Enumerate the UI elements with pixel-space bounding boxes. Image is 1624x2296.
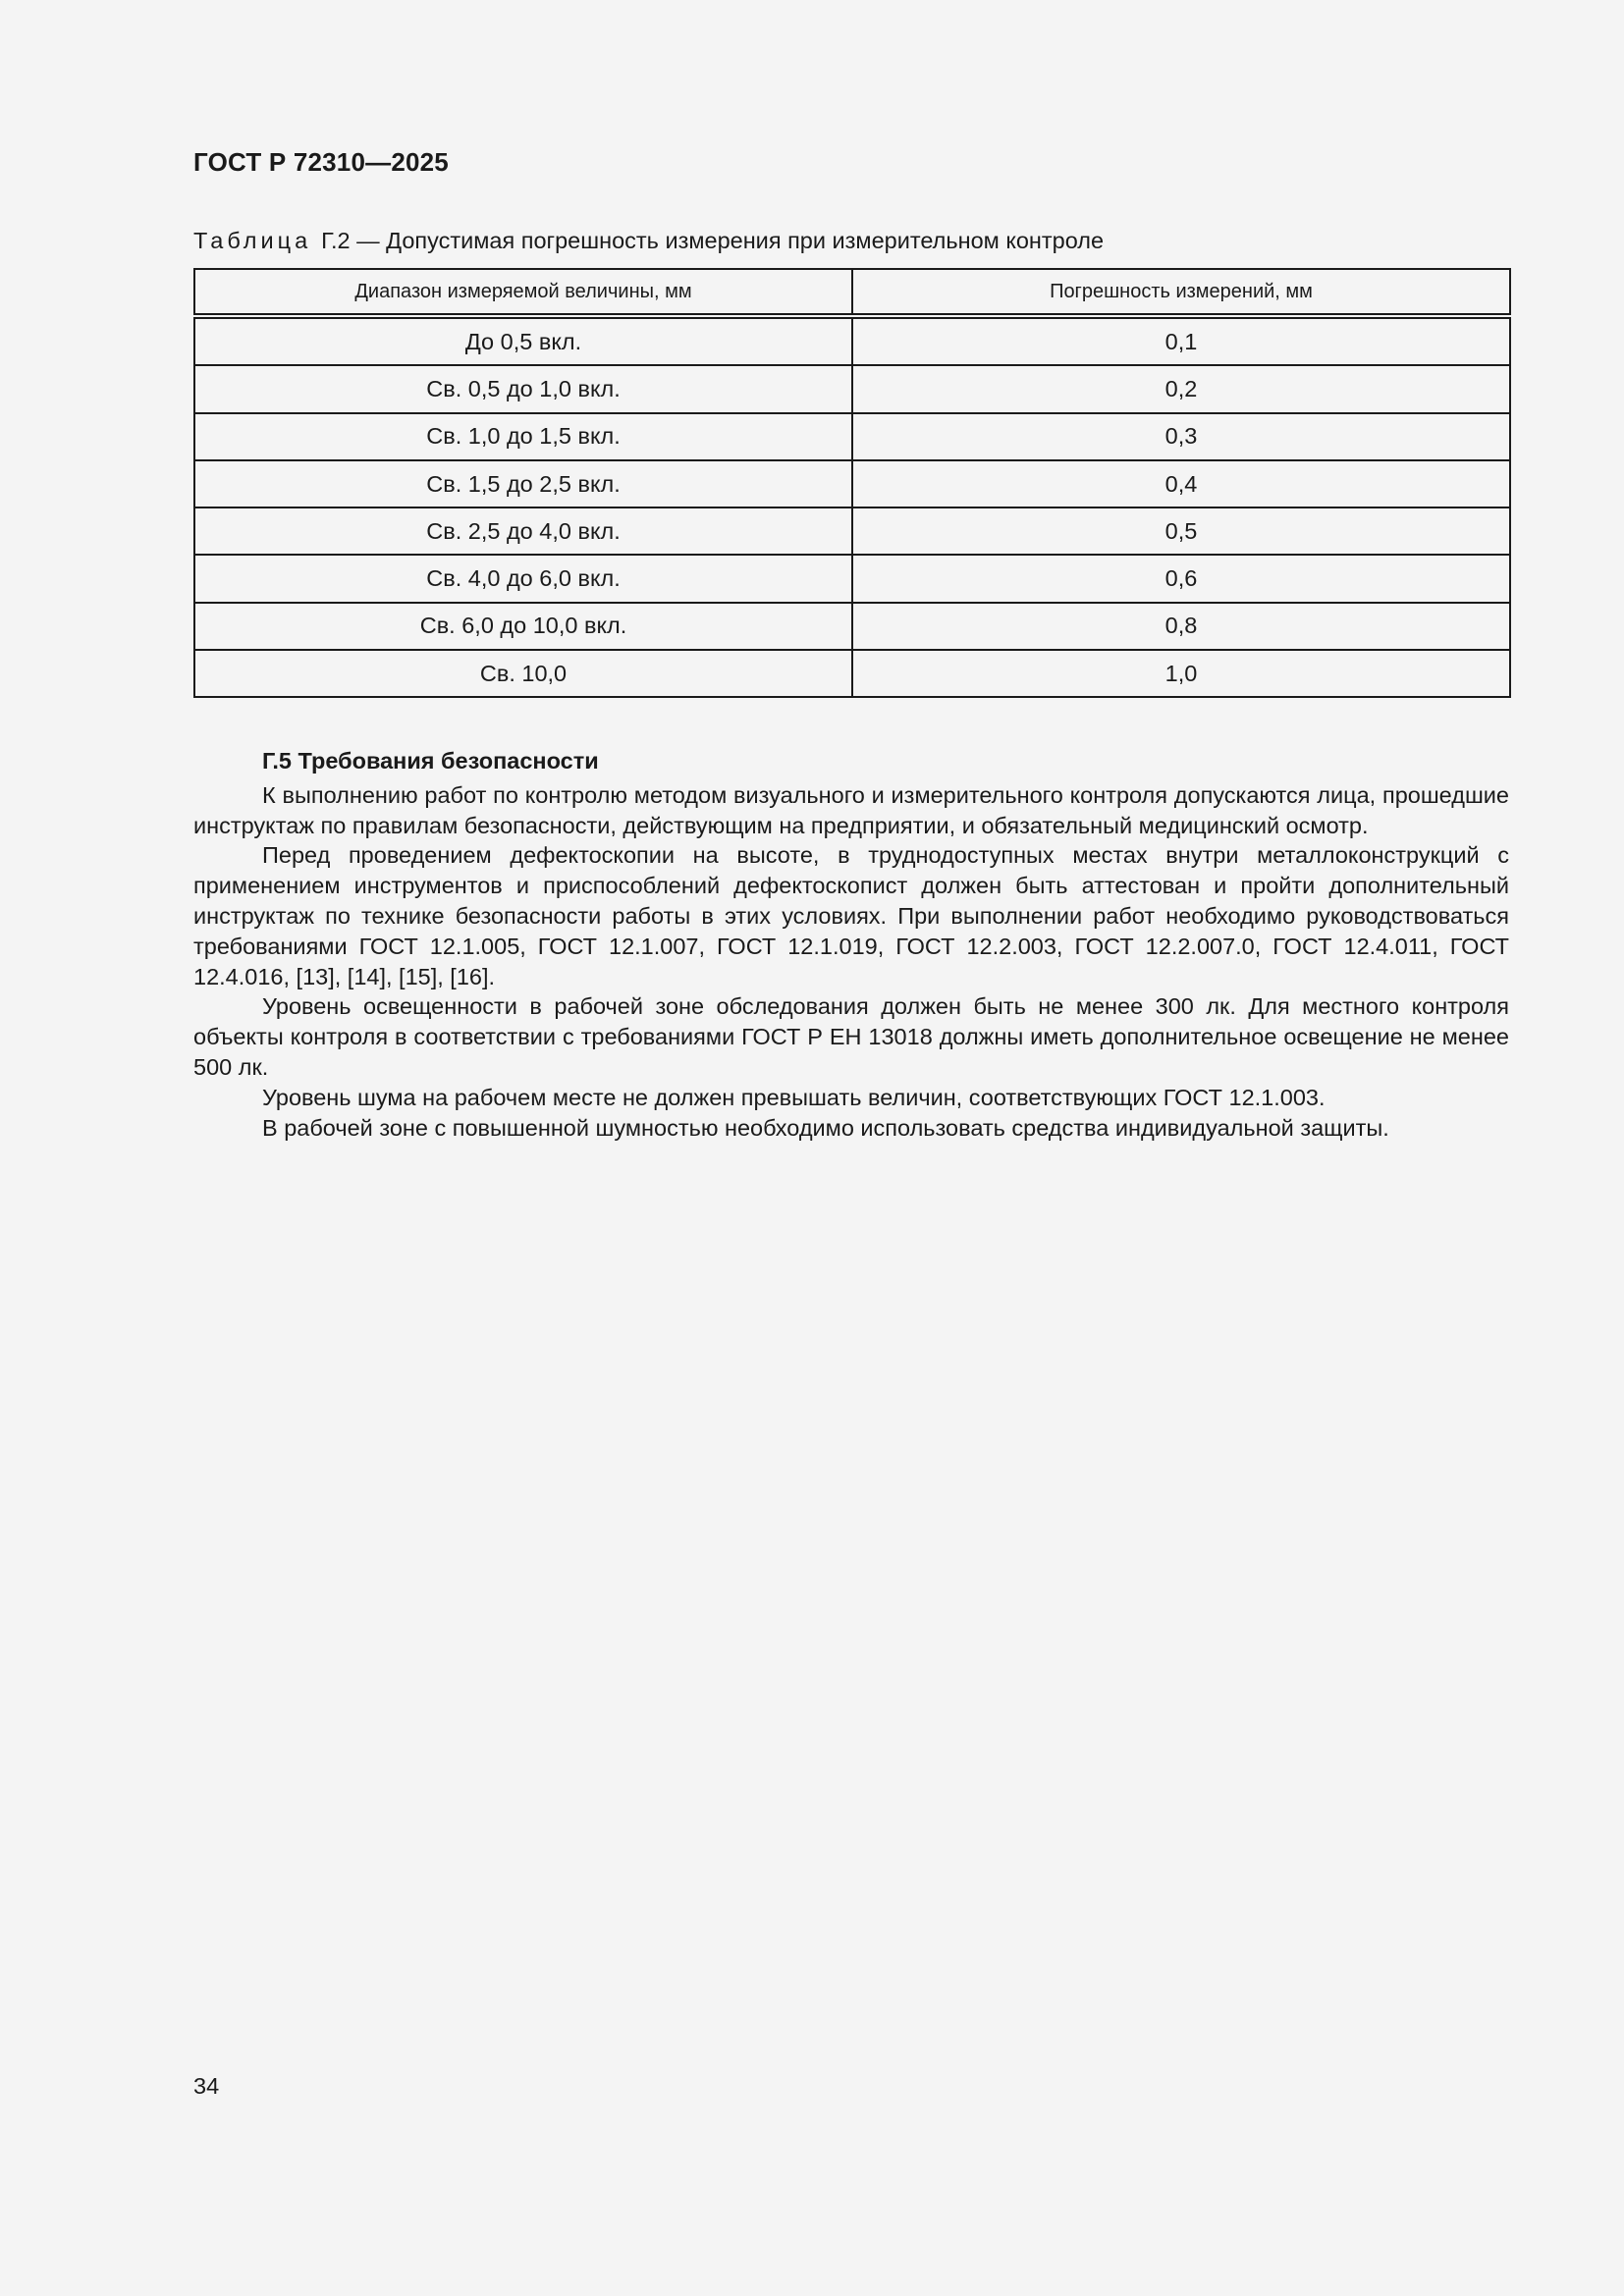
table-row bbox=[194, 555, 1510, 602]
paragraph-lighting: Уровень освещенности в рабочей зоне обследования должен быть не менее 300 лк. Для местного контроля объекты контроля в соответствии с требованиями ГОСТ Р ЕН 13018 должны иметь дополнительное освещение не менее 500 лк. bbox=[193, 993, 1509, 1080]
table-row bbox=[194, 507, 1510, 555]
range-cell: Св. 1,5 до 2,5 вкл. bbox=[194, 460, 852, 507]
paragraph-protection: В рабочей зоне с повышенной шумностью необходимо использовать средства индивидуальной защиты. bbox=[262, 1114, 1389, 1141]
table-row bbox=[194, 365, 1510, 412]
error-cell: 0,2 bbox=[852, 365, 1510, 412]
table-row bbox=[194, 460, 1510, 507]
safety-requirements-section bbox=[193, 746, 1509, 1143]
table-row bbox=[194, 316, 1510, 365]
error-cell: 0,8 bbox=[852, 603, 1510, 650]
range-cell: Св. 10,0 bbox=[194, 650, 852, 697]
document-id: ГОСТ Р 72310—2025 bbox=[193, 147, 449, 177]
error-cell: 0,5 bbox=[852, 507, 1510, 555]
table-header-row bbox=[194, 269, 1510, 316]
paragraph-admission: К выполнению работ по контролю методом визуального и измерительного контроля допускаются лица, прошедшие инструктаж по правилам безопасности, действующим на предприятии, и обязательный медицинский осмотр. bbox=[193, 781, 1509, 838]
range-cell: До 0,5 вкл. bbox=[194, 316, 852, 365]
table-caption bbox=[193, 228, 1104, 254]
range-cell: Св. 1,0 до 1,5 вкл. bbox=[194, 413, 852, 460]
range-cell: Св. 4,0 до 6,0 вкл. bbox=[194, 555, 852, 602]
error-cell: 0,3 bbox=[852, 413, 1510, 460]
table-row bbox=[194, 413, 1510, 460]
page-number: 34 bbox=[193, 2073, 220, 2099]
range-cell: Св. 2,5 до 4,0 вкл. bbox=[194, 507, 852, 555]
error-cell: 0,4 bbox=[852, 460, 1510, 507]
range-cell: Св. 6,0 до 10,0 вкл. bbox=[194, 603, 852, 650]
column-header-range: Диапазон измеряемой величины, мм bbox=[194, 269, 852, 316]
error-cell: 1,0 bbox=[852, 650, 1510, 697]
column-header-error: Погрешность измерений, мм bbox=[852, 269, 1510, 316]
error-cell: 0,6 bbox=[852, 555, 1510, 602]
error-cell: 0,1 bbox=[852, 316, 1510, 365]
table-caption-label: Таблица bbox=[193, 228, 312, 253]
tolerance-table bbox=[193, 268, 1511, 698]
paragraph-noise-level: Уровень шума на рабочем месте не должен превышать величин, соответствующих ГОСТ 12.1.003. bbox=[262, 1084, 1326, 1110]
range-cell: Св. 0,5 до 1,0 вкл. bbox=[194, 365, 852, 412]
table-row bbox=[194, 650, 1510, 697]
table-caption-text: Г.2 — Допустимая погрешность измерения при измерительном контроле bbox=[321, 228, 1105, 253]
paragraph-height-work: Перед проведением дефектоскопии на высоте, в труднодоступных местах внутри металлоконструкций с применением инструментов и приспособлений дефектоскопист должен быть аттестован и пройти дополнительный инструктаж по технике безопасности работы в этих условиях. При выполнении работ необходимо руководствоваться требованиями ГОСТ 12.1.005, ГОСТ 12.1.007, ГОСТ 12.1.019, ГОСТ 12.2.003, ГОСТ 12.2.007.0, ГОСТ 12.4.011, ГОСТ 12.4.016, [13], [14], [15], [16]. bbox=[193, 842, 1509, 989]
section-heading: Г.5 Требования безопасности bbox=[262, 748, 599, 774]
table-row bbox=[194, 603, 1510, 650]
